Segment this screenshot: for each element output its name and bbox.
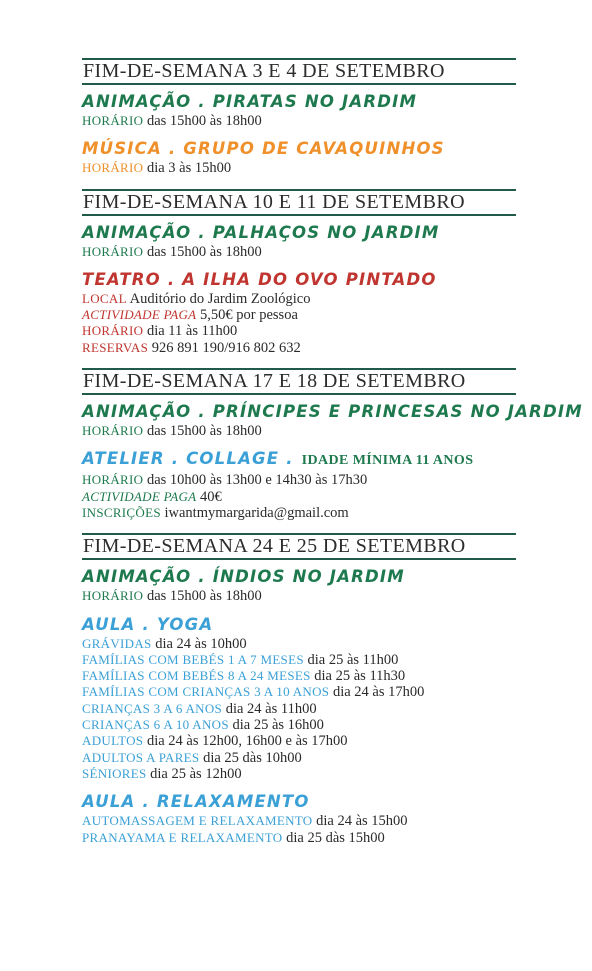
info-line bbox=[82, 489, 516, 505]
event-title-text: MÚSICA . GRUPO DE CAVAQUINHOS bbox=[82, 139, 445, 159]
event-title bbox=[82, 401, 583, 423]
weekend-title: FIM-DE-SEMANA 10 E 11 DE SETEMBRO bbox=[83, 190, 465, 213]
info-value: dia 25 às 12h00 bbox=[146, 765, 242, 782]
info-value: dia 24 às 15h00 bbox=[312, 813, 408, 830]
info-label: FAMÍLIAS COM BEBÉS 1 A 7 MESES bbox=[82, 651, 304, 667]
info-line bbox=[82, 830, 516, 846]
event-block bbox=[82, 91, 516, 129]
info-label: HORÁRIO bbox=[82, 588, 144, 604]
info-line bbox=[82, 160, 516, 176]
info-line bbox=[82, 340, 516, 356]
info-value: dia 25 dàs 10h00 bbox=[199, 749, 302, 766]
info-line bbox=[82, 652, 516, 668]
spacer bbox=[82, 605, 516, 614]
event-title bbox=[82, 91, 516, 113]
info-line bbox=[82, 750, 516, 766]
info-line bbox=[82, 113, 516, 129]
spacer bbox=[82, 439, 516, 448]
weekend-section bbox=[82, 189, 516, 368]
event-subtitle: IDADE MÍNIMA 11 ANOS bbox=[301, 453, 474, 469]
event-title-text: ANIMAÇÃO . PALHAÇOS NO JARDIM bbox=[82, 222, 440, 242]
event-title bbox=[82, 222, 516, 244]
info-label: HORÁRIO bbox=[82, 113, 144, 128]
info-value: das 15h00 às 18h00 bbox=[143, 243, 262, 260]
event-block bbox=[82, 566, 516, 604]
info-label: ACTIVIDADE PAGA bbox=[82, 307, 197, 323]
info-label: HORÁRIO bbox=[82, 243, 144, 259]
program-page bbox=[82, 58, 583, 858]
info-label: FAMÍLIAS COM BEBÉS 8 A 24 MESES bbox=[82, 668, 311, 684]
weekend-section bbox=[82, 58, 516, 189]
info-label: HORÁRIO bbox=[82, 323, 144, 339]
info-value: 926 891 190/916 802 632 bbox=[148, 339, 301, 356]
spacer bbox=[82, 177, 516, 189]
info-line bbox=[82, 813, 516, 829]
info-value: dia 25 às 11h30 bbox=[310, 668, 406, 685]
event-title bbox=[82, 448, 516, 472]
event-title-text: ANIMAÇÃO . PIRATAS NO JARDIM bbox=[82, 92, 418, 111]
info-value: dia 24 às 11h00 bbox=[222, 700, 317, 717]
info-label: FAMÍLIAS COM CRIANÇAS 3 A 10 ANOS bbox=[82, 684, 330, 700]
event-title-text: AULA . YOGA bbox=[82, 614, 214, 634]
info-label: CRIANÇAS 3 A 6 ANOS bbox=[82, 700, 223, 716]
info-line bbox=[82, 307, 516, 323]
spacer bbox=[82, 782, 516, 791]
info-label: INSCRIÇÕES bbox=[82, 504, 161, 520]
spacer bbox=[82, 260, 516, 269]
event-title bbox=[82, 614, 516, 636]
info-line bbox=[82, 766, 516, 782]
info-label: HORÁRIO bbox=[82, 160, 144, 176]
info-value: dia 24 às 12h00, 16h00 e às 17h00 bbox=[143, 733, 348, 750]
info-label: SÉNIORES bbox=[82, 765, 147, 781]
info-line bbox=[82, 684, 516, 700]
info-value: dia 25 às 16h00 bbox=[228, 717, 324, 734]
info-value: das 15h00 às 18h00 bbox=[143, 423, 262, 440]
weekend-title: FIM-DE-SEMANA 17 E 18 DE SETEMBRO bbox=[83, 370, 466, 393]
info-value: iwantmymargarida@gmail.com bbox=[160, 504, 349, 521]
spacer bbox=[82, 846, 516, 858]
info-value: 5,50€ por pessoa bbox=[196, 307, 298, 324]
info-line bbox=[82, 472, 516, 488]
info-line bbox=[82, 701, 516, 717]
event-block bbox=[82, 138, 516, 176]
event-title bbox=[82, 269, 516, 291]
info-line bbox=[82, 636, 516, 652]
info-value: dia 24 às 17h00 bbox=[329, 684, 425, 701]
info-line bbox=[82, 244, 516, 260]
info-label: ACTIVIDADE PAGA bbox=[82, 488, 197, 504]
weekend-title: FIM-DE-SEMANA 24 E 25 DE SETEMBRO bbox=[83, 535, 466, 558]
info-line bbox=[82, 505, 516, 521]
weekend-section bbox=[82, 368, 583, 533]
info-value: dia 3 às 15h00 bbox=[143, 160, 232, 177]
info-value: 40€ bbox=[196, 488, 222, 505]
event-title-text: AULA . RELAXAMENTO bbox=[82, 792, 310, 812]
event-title bbox=[82, 138, 516, 160]
info-line bbox=[82, 668, 516, 684]
info-line bbox=[82, 423, 516, 439]
event-title bbox=[82, 791, 516, 813]
info-label: AUTOMASSAGEM E RELAXAMENTO bbox=[82, 813, 313, 829]
event-title-text: ANIMAÇÃO . ÍNDIOS NO JARDIM bbox=[82, 567, 405, 587]
info-line bbox=[82, 291, 516, 307]
spacer bbox=[82, 129, 516, 138]
event-title-text: ATELIER . COLLAGE . bbox=[82, 449, 294, 469]
info-line bbox=[82, 323, 516, 339]
info-label: HORÁRIO bbox=[82, 472, 144, 488]
info-line bbox=[82, 588, 516, 604]
info-value: dia 11 às 11h00 bbox=[143, 323, 238, 340]
info-value: das 15h00 às 18h00 bbox=[143, 588, 262, 605]
info-value: das 10h00 às 13h00 e 14h30 às 17h30 bbox=[143, 472, 368, 489]
info-value: dia 24 às 10h00 bbox=[151, 635, 247, 652]
info-value: dia 25 às 11h00 bbox=[303, 651, 399, 668]
event-block bbox=[82, 222, 516, 260]
spacer bbox=[82, 356, 516, 368]
info-label: ADULTOS bbox=[82, 733, 144, 749]
info-value: das 15h00 às 18h00 bbox=[143, 113, 262, 129]
event-block bbox=[82, 791, 516, 846]
info-label: LOCAL bbox=[82, 290, 127, 306]
info-value: dia 25 dàs 15h00 bbox=[282, 829, 385, 846]
weekend-title: FIM-DE-SEMANA 3 E 4 DE SETEMBRO bbox=[83, 60, 445, 82]
event-title-text: TEATRO . A ILHA DO OVO PINTADO bbox=[82, 269, 437, 289]
info-label: ADULTOS A PARES bbox=[82, 749, 200, 765]
event-block bbox=[82, 401, 583, 440]
weekend-section bbox=[82, 533, 516, 858]
event-block bbox=[82, 448, 516, 521]
spacer bbox=[82, 521, 516, 533]
event-block bbox=[82, 614, 516, 783]
info-label: PRANAYAMA E RELAXAMENTO bbox=[82, 829, 283, 845]
info-label: RESERVAS bbox=[82, 339, 149, 355]
info-value: Auditório do Jardim Zoológico bbox=[126, 290, 311, 307]
info-label: HORÁRIO bbox=[82, 423, 144, 439]
info-line bbox=[82, 733, 516, 749]
info-label: GRÁVIDAS bbox=[82, 635, 152, 651]
event-title bbox=[82, 566, 516, 588]
event-block bbox=[82, 269, 516, 356]
event-title-text: ANIMAÇÃO . PRÍNCIPES E PRINCESAS NO JARDIM bbox=[82, 402, 583, 422]
info-line bbox=[82, 717, 516, 733]
info-label: CRIANÇAS 6 A 10 ANOS bbox=[82, 717, 229, 733]
